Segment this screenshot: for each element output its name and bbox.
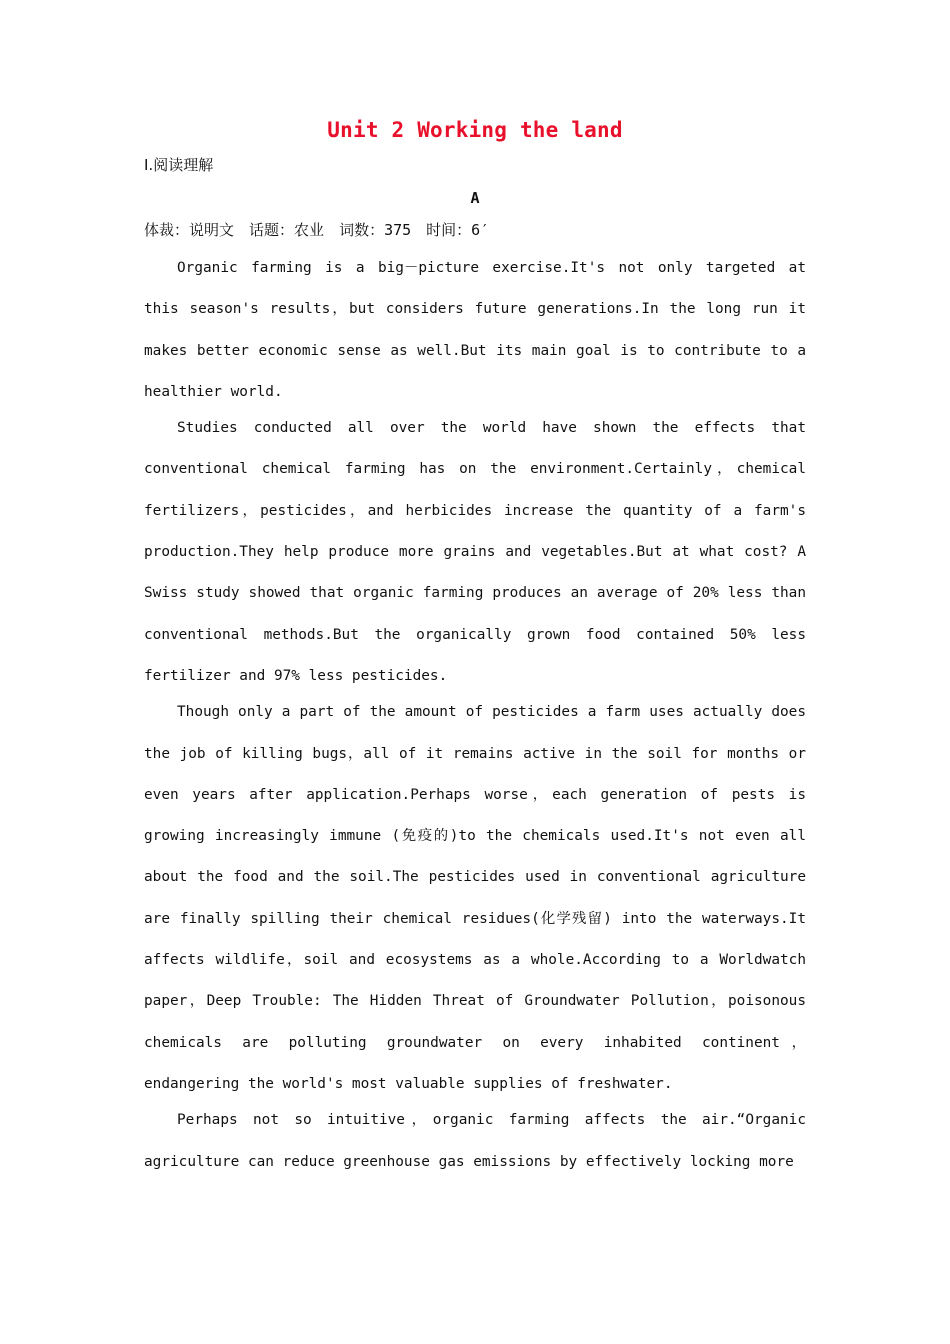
passage-body	[144, 248, 806, 1183]
passage-label: A	[470, 189, 480, 207]
section-heading: Ⅰ.阅读理解	[144, 156, 214, 174]
passage-meta: 体裁：说明文 话题：农业 词数：375 时间：6′	[144, 221, 490, 239]
unit-title: Unit 2 Working the land	[327, 118, 623, 142]
document-page	[144, 118, 806, 1183]
paragraph-1: Organic farming is a big－picture exercise.It's not only targeted at this season's results，but considers future generations.In the long run it makes better economic sense as well.But its main goal is to contribute to a healthier world.	[144, 260, 806, 400]
paragraph-2: Studies conducted all over the world have shown the effects that conventional chemical farming has on the environment.Certainly，chemical fertilizers，pesticides，and herbicides increase the quantity of a farm's production.They help produce more grains and vegetables.But at what cost? A Swiss study showed that organic farming produces an average of 20% less than conventional methods.But the organically grown food contained 50% less fertilizer and 97% less pesticides.	[144, 420, 806, 684]
paragraph-4: Perhaps not so intuitive，organic farming affects the air.“Organic agriculture can reduce greenhouse gas emissions by effectively locking more	[144, 1112, 806, 1170]
paragraph-3: Though only a part of the amount of pesticides a farm uses actually does the job of killing bugs，all of it remains active in the soil for months or even years after application.Perhaps worse，each generation of pests is growing increasingly immune (免疫的)to the chemicals used.It's not even all about the food and the soil.The pesticides used in conventional agriculture are finally spilling their chemical residues(化学残留) into the waterways.It affects wildlife，soil and ecosystems as a whole.According to a Worldwatch paper，Deep Trouble: The Hidden Threat of Groundwater Pollution，poisonous chemicals are polluting groundwater on every inhabited continent，endangering the world's most valuable supplies of freshwater.	[144, 704, 806, 1092]
